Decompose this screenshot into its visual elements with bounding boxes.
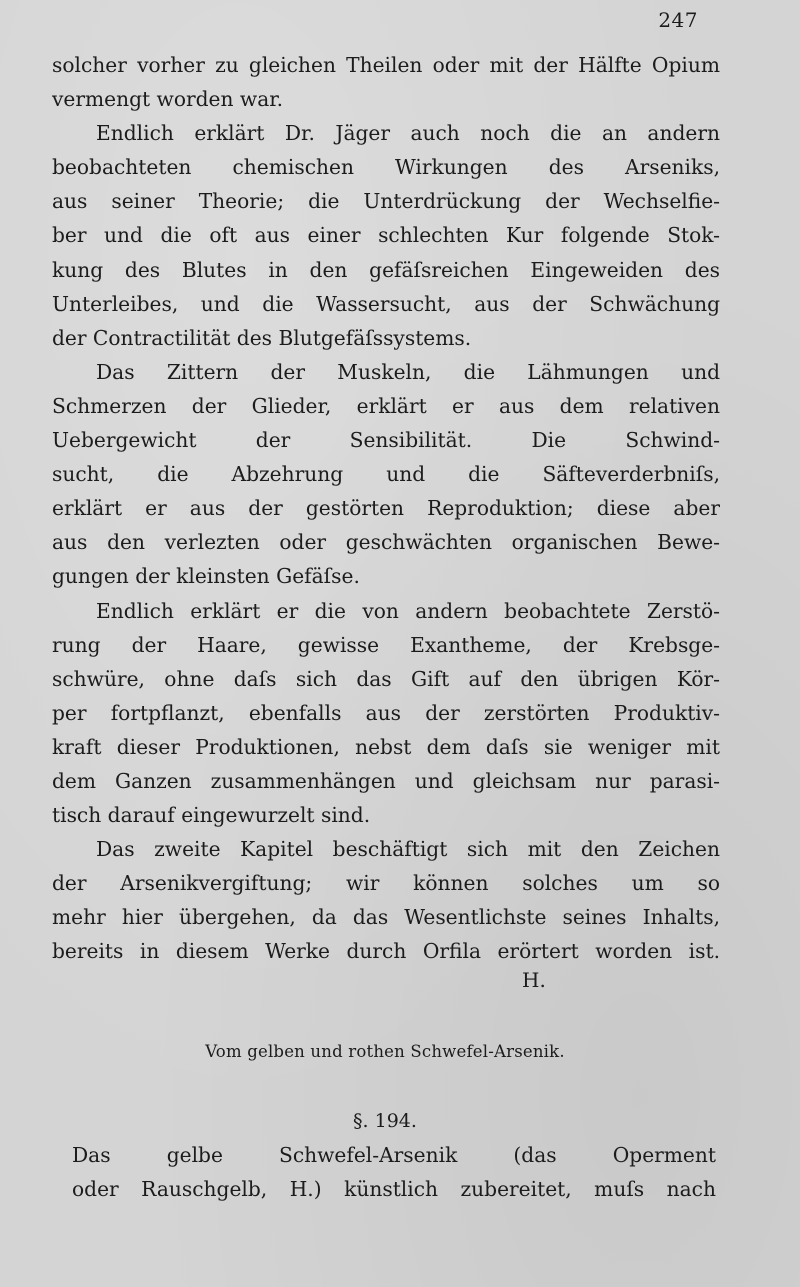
page-number: 247	[658, 8, 698, 32]
text-line: vermengt worden war.	[52, 87, 284, 112]
text-line: solcher vorher zu gleichen Theilen oder mit der Hälfte Opium	[52, 53, 720, 77]
text-line: bereits in diesem Werke durch Orfila erörtert worden ist.	[52, 939, 720, 964]
section-heading: Vom gelben und rothen Schwefel-Arsenik.	[205, 1042, 565, 1061]
section-text	[72, 1138, 716, 1206]
text-line: Unterleibes, und die Wassersucht, aus der Schwächung	[52, 291, 720, 316]
section-number: §. 194.	[353, 1110, 417, 1132]
text-line: oder Rauschgelb, H.) künstlich zubereitet, muſs nach	[72, 1177, 716, 1202]
body-text	[52, 48, 720, 969]
text-line: aus seiner Theorie; die Unterdrückung der Wechselfie-	[52, 189, 720, 214]
text-line: dem Ganzen zusammenhängen und gleichsam nur parasi-	[52, 768, 720, 793]
text-line: sucht, die Abzehrung und die Säfteverderbniſs,	[52, 462, 720, 487]
text-line: Endlich erklärt Dr. Jäger auch noch die an andern	[96, 121, 720, 146]
text-line: tisch darauf eingewurzelt sind.	[52, 803, 371, 828]
text-line: Das gelbe Schwefel-Arsenik (das Operment	[72, 1143, 716, 1167]
text-line: der Arsenikvergiftung; wir können solches um so	[52, 871, 720, 896]
text-line: gungen der kleinsten Gefäſse.	[52, 564, 360, 589]
text-line: erklärt er aus der gestörten Reproduktion; diese aber	[52, 496, 720, 521]
text-line: rung der Haare, gewisse Exantheme, der Krebsge-	[52, 632, 720, 657]
text-line: Schmerzen der Glieder, erklärt er aus dem relativen	[52, 393, 720, 418]
text-line: beobachteten chemischen Wirkungen des Arseniks,	[52, 155, 720, 180]
text-line: per fortpflanzt, ebenfalls aus der zerstörten Produktiv-	[52, 700, 720, 725]
text-line: ber und die oft aus einer schlechten Kur folgende Stok-	[52, 223, 720, 248]
signature: H.	[522, 968, 546, 992]
text-line: schwüre, ohne daſs sich das Gift auf den übrigen Kör-	[52, 666, 720, 691]
text-line: kraft dieser Produktionen, nebst dem daſs sie weniger mit	[52, 734, 720, 759]
text-line: mehr hier übergehen, da das Wesentlichste seines Inhalts,	[52, 905, 720, 930]
text-line: Das zweite Kapitel beschäftigt sich mit den Zeichen	[96, 837, 720, 862]
text-line: der Contractilität des Blutgefäſssystems.	[52, 325, 472, 350]
text-line: Das Zittern der Muskeln, die Lähmungen und	[96, 359, 720, 384]
text-line: kung des Blutes in den gefäſsreichen Eingeweiden des	[52, 257, 720, 282]
text-line: Uebergewicht der Sensibilität. Die Schwind-	[52, 428, 720, 453]
text-line: Endlich erklärt er die von andern beobachtete Zerstö-	[96, 598, 720, 623]
text-line: aus den verlezten oder geschwächten organischen Bewe-	[52, 530, 720, 555]
